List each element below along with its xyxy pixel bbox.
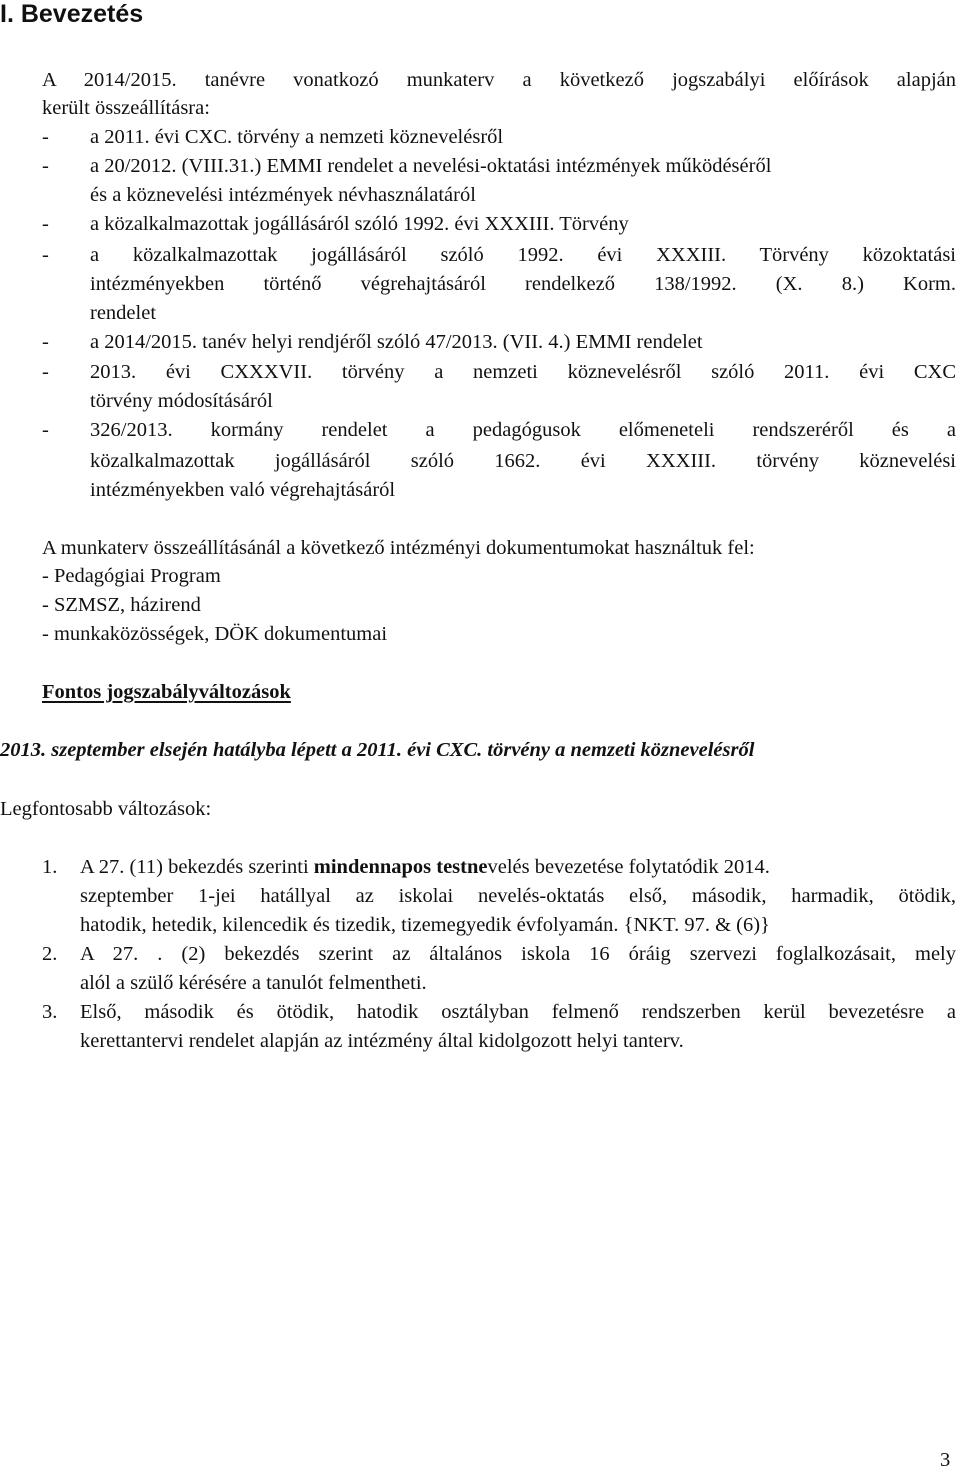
list-number: 3. <box>42 1001 58 1023</box>
list-dash: - <box>42 126 49 148</box>
list-item-continuation: és a köznevelési intézmények névhasználatáról <box>90 184 476 206</box>
list-dash: - <box>42 419 49 441</box>
documents-intro: A munkaterv összeállításánál a következő intézményi dokumentumokat használtuk fel: <box>42 537 755 559</box>
intro-line-1: A 2014/2015. tanévre vonatkozó munkaterv a következő jogszabályi előírások alapján <box>42 69 956 91</box>
list-item-continuation: intézményekben történő végrehajtásáról rendelkező 138/1992. (X. 8.) Korm. <box>90 273 956 295</box>
page-title: I. Bevezetés <box>0 0 144 28</box>
subheading: Legfontosabb változások: <box>0 798 212 820</box>
list-item: 2013. évi CXXXVII. törvény a nemzeti köznevelésről szóló 2011. évi CXC <box>90 361 956 383</box>
list-dash: - <box>42 361 49 383</box>
list-dash: - <box>42 331 49 353</box>
list-item: a közalkalmazottak jogállásáról szóló 1992. évi XXXIII. Törvény <box>90 213 629 235</box>
list-item: a 20/2012. (VIII.31.) EMMI rendelet a nevelési-oktatási intézmények működéséről <box>90 155 772 177</box>
list-item-continuation: alól a szülő kérésére a tanulót felmentheti. <box>80 972 427 994</box>
list-item-continuation: intézményekben való végrehajtásáról <box>90 479 396 501</box>
document-item: - munkaközösségek, DÖK dokumentumai <box>42 623 388 645</box>
list-item: a közalkalmazottak jogállásáról szóló 1992. évi XXXIII. Törvény közoktatási <box>90 244 956 266</box>
list-dash: - <box>42 244 49 266</box>
document-item: - SZMSZ, házirend <box>42 594 201 616</box>
list-item: Első, második és ötödik, hatodik osztályban felmenő rendszerben kerül bevezetésre a <box>80 1001 956 1023</box>
list-item-continuation: hatodik, hetedik, kilencedik és tizedik, tizemegyedik évfolyamán. {NKT. 97. & (6)} <box>80 914 770 936</box>
list-item-continuation: törvény módosításáról <box>90 390 273 412</box>
list-item-continuation: közalkalmazottak jogállásáról szóló 1662. évi XXXIII. törvény köznevelési <box>90 450 956 472</box>
law-title: 2013. szeptember elsején hatályba lépett a 2011. évi CXC. törvény a nemzeti köznevelésről <box>0 739 755 761</box>
document-item: - Pedagógiai Program <box>42 565 221 587</box>
list-item-continuation: rendelet <box>90 302 157 324</box>
list-dash: - <box>42 213 49 235</box>
intro-line-2: került összeállításra: <box>42 97 210 119</box>
list-item-continuation: szeptember 1-jei hatállyal az iskolai nevelés-oktatás első, második, harmadik, ötödik, <box>80 885 956 907</box>
list-item-continuation: kerettantervi rendelet alapján az intézmény által kidolgozott helyi tanterv. <box>80 1030 684 1052</box>
bold-phrase: mindennapos testne <box>313 856 488 878</box>
section-heading-changes: Fontos jogszabályváltozások <box>42 681 291 703</box>
list-number: 1. <box>42 856 58 878</box>
page-number: 3 <box>940 1449 951 1471</box>
list-number: 2. <box>42 943 58 965</box>
list-item: A 27. . (2) bekezdés szerint az általános iskola 16 óráig szervezi foglalkozásait, mely <box>80 943 956 965</box>
list-item: a 2011. évi CXC. törvény a nemzeti köznevelésről <box>90 126 504 148</box>
list-dash: - <box>42 155 49 177</box>
list-item: A 27. (11) bekezdés szerinti mindennapos testnevelés bevezetése folytatódik 2014. <box>80 856 770 878</box>
list-item: 326/2013. kormány rendelet a pedagógusok előmeneteli rendszeréről és a <box>90 419 956 441</box>
list-item: a 2014/2015. tanév helyi rendjéről szóló 47/2013. (VII. 4.) EMMI rendelet <box>90 331 703 353</box>
